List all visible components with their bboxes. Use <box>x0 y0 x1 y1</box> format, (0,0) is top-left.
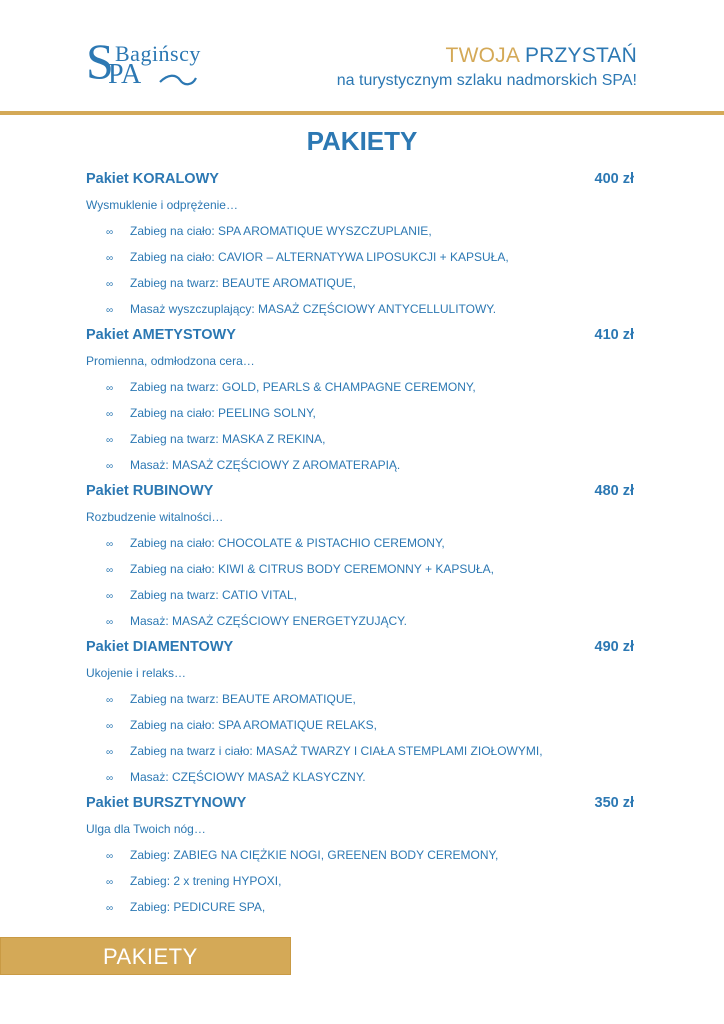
wave-icon <box>158 74 198 86</box>
package-item-text: Zabieg na twarz: GOLD, PEARLS & CHAMPAGNE CEREMONY, <box>130 380 476 394</box>
package-item-text: Zabieg: 2 x trening HYPOXI, <box>130 874 282 888</box>
infinity-bullet-icon: ∞ <box>106 539 114 550</box>
package-description: Wysmuklenie i odprężenie… <box>86 198 238 212</box>
tagline-blue: PRZYSTAŃ <box>524 44 637 67</box>
tagline <box>337 44 637 92</box>
logo-name: Bagińscy <box>115 41 201 66</box>
package-price: 410 zł <box>594 327 634 343</box>
package-header <box>86 166 634 192</box>
package-item <box>86 374 634 400</box>
package-item <box>86 738 634 764</box>
package-price: 490 zł <box>594 639 634 655</box>
package-item-text: Masaż: MASAŻ CZĘŚCIOWY Z AROMATERAPIĄ. <box>130 458 401 472</box>
package-item <box>86 764 634 790</box>
package-name: Pakiet DIAMENTOWY <box>86 639 234 655</box>
package-item-text: Zabieg na twarz: MASKA Z REKINA, <box>130 432 326 446</box>
package-item <box>86 530 634 556</box>
package-header <box>86 322 634 348</box>
package-item <box>86 400 634 426</box>
package-item <box>86 296 634 322</box>
infinity-bullet-icon: ∞ <box>106 409 114 420</box>
package-item <box>86 582 634 608</box>
package-description: Ukojenie i relaks… <box>86 666 187 680</box>
package-item <box>86 218 634 244</box>
tagline-gold: TWOJA <box>445 44 519 67</box>
package-item <box>86 244 634 270</box>
logo <box>86 33 226 94</box>
infinity-bullet-icon: ∞ <box>106 617 114 628</box>
infinity-bullet-icon: ∞ <box>106 851 114 862</box>
footer-tab <box>0 937 291 975</box>
footer-label: PAKIETY <box>103 944 198 969</box>
tagline-sub: na turystycznym szlaku nadmorskich SPA! <box>336 72 637 89</box>
package-item-text: Zabieg na twarz: BEAUTE AROMATIQUE, <box>130 276 356 290</box>
infinity-bullet-icon: ∞ <box>106 279 114 290</box>
infinity-bullet-icon: ∞ <box>106 565 114 576</box>
infinity-bullet-icon: ∞ <box>106 227 114 238</box>
infinity-bullet-icon: ∞ <box>106 721 114 732</box>
package-item <box>86 270 634 296</box>
infinity-bullet-icon: ∞ <box>106 253 114 264</box>
package-item-text: Masaż: MASAŻ CZĘŚCIOWY ENERGETYZUJĄCY. <box>130 614 407 628</box>
header <box>0 0 724 112</box>
infinity-bullet-icon: ∞ <box>106 903 114 914</box>
package-item <box>86 712 634 738</box>
package-item-text: Zabieg na twarz i ciało: MASAŻ TWARZY I CIAŁA STEMPLAMI ZIOŁOWYMI, <box>130 744 543 758</box>
package-item <box>86 842 634 868</box>
package-item-text: Masaż wyszczuplający: MASAŻ CZĘŚCIOWY ANTYCELLULITOWY. <box>130 302 497 316</box>
tagline-main <box>337 44 637 68</box>
package-name: Pakiet AMETYSTOWY <box>86 327 236 343</box>
package-description: Rozbudzenie witalności… <box>86 510 224 524</box>
package-item <box>86 608 634 634</box>
package-item-text: Masaż: CZĘŚCIOWY MASAŻ KLASYCZNY. <box>130 770 366 784</box>
page-title: PAKIETY <box>306 126 418 156</box>
logo-pa: PA <box>108 59 142 90</box>
infinity-bullet-icon: ∞ <box>106 747 114 758</box>
package-price: 480 zł <box>594 483 634 499</box>
package-item <box>86 894 634 920</box>
infinity-bullet-icon: ∞ <box>106 877 114 888</box>
header-divider <box>0 111 724 115</box>
package-item <box>86 686 634 712</box>
package-name: Pakiet BURSZTYNOWY <box>86 795 247 811</box>
package-price: 400 zł <box>594 171 634 187</box>
package-description: Ulga dla Twoich nóg… <box>86 822 206 836</box>
package-name: Pakiet RUBINOWY <box>86 483 214 499</box>
package-name: Pakiet KORALOWY <box>86 171 219 187</box>
package-header <box>86 634 634 660</box>
package-item-text: Zabieg na ciało: SPA AROMATIQUE RELAKS, <box>130 718 377 732</box>
infinity-bullet-icon: ∞ <box>106 305 114 316</box>
package-item-text: Zabieg na twarz: CATIO VITAL, <box>130 588 297 602</box>
infinity-bullet-icon: ∞ <box>106 435 114 446</box>
package-item-text: Zabieg: PEDICURE SPA, <box>130 900 266 914</box>
package-description: Promienna, odmłodzona cera… <box>86 354 255 368</box>
infinity-bullet-icon: ∞ <box>106 383 114 394</box>
infinity-bullet-icon: ∞ <box>106 773 114 784</box>
package-item-text: Zabieg na ciało: KIWI & CITRUS BODY CEREMONNY + KAPSUŁA, <box>130 562 495 576</box>
package-item-text: Zabieg na ciało: SPA AROMATIQUE WYSZCZUPLANIE, <box>130 224 432 238</box>
package-header <box>86 478 634 504</box>
infinity-bullet-icon: ∞ <box>106 591 114 602</box>
package-item-text: Zabieg na ciało: PEELING SOLNY, <box>130 406 316 420</box>
package-price: 350 zł <box>594 795 634 811</box>
package-item <box>86 868 634 894</box>
logo-letter: S <box>86 33 114 89</box>
package-item <box>86 426 634 452</box>
package-item-text: Zabieg na ciało: CHOCOLATE & PISTACHIO CEREMONY, <box>130 536 445 550</box>
package-item <box>86 556 634 582</box>
infinity-bullet-icon: ∞ <box>106 695 114 706</box>
package-header <box>86 790 634 816</box>
packages-list <box>86 166 634 920</box>
package-item-text: Zabieg: ZABIEG NA CIĘŻKIE NOGI, GREENEN BODY CEREMONY, <box>130 848 499 862</box>
infinity-bullet-icon: ∞ <box>106 461 114 472</box>
package-item-text: Zabieg na ciało: CAVIOR – ALTERNATYWA LIPOSUKCJI + KAPSUŁA, <box>130 250 509 264</box>
package-item-text: Zabieg na twarz: BEAUTE AROMATIQUE, <box>130 692 356 706</box>
package-item <box>86 452 634 478</box>
